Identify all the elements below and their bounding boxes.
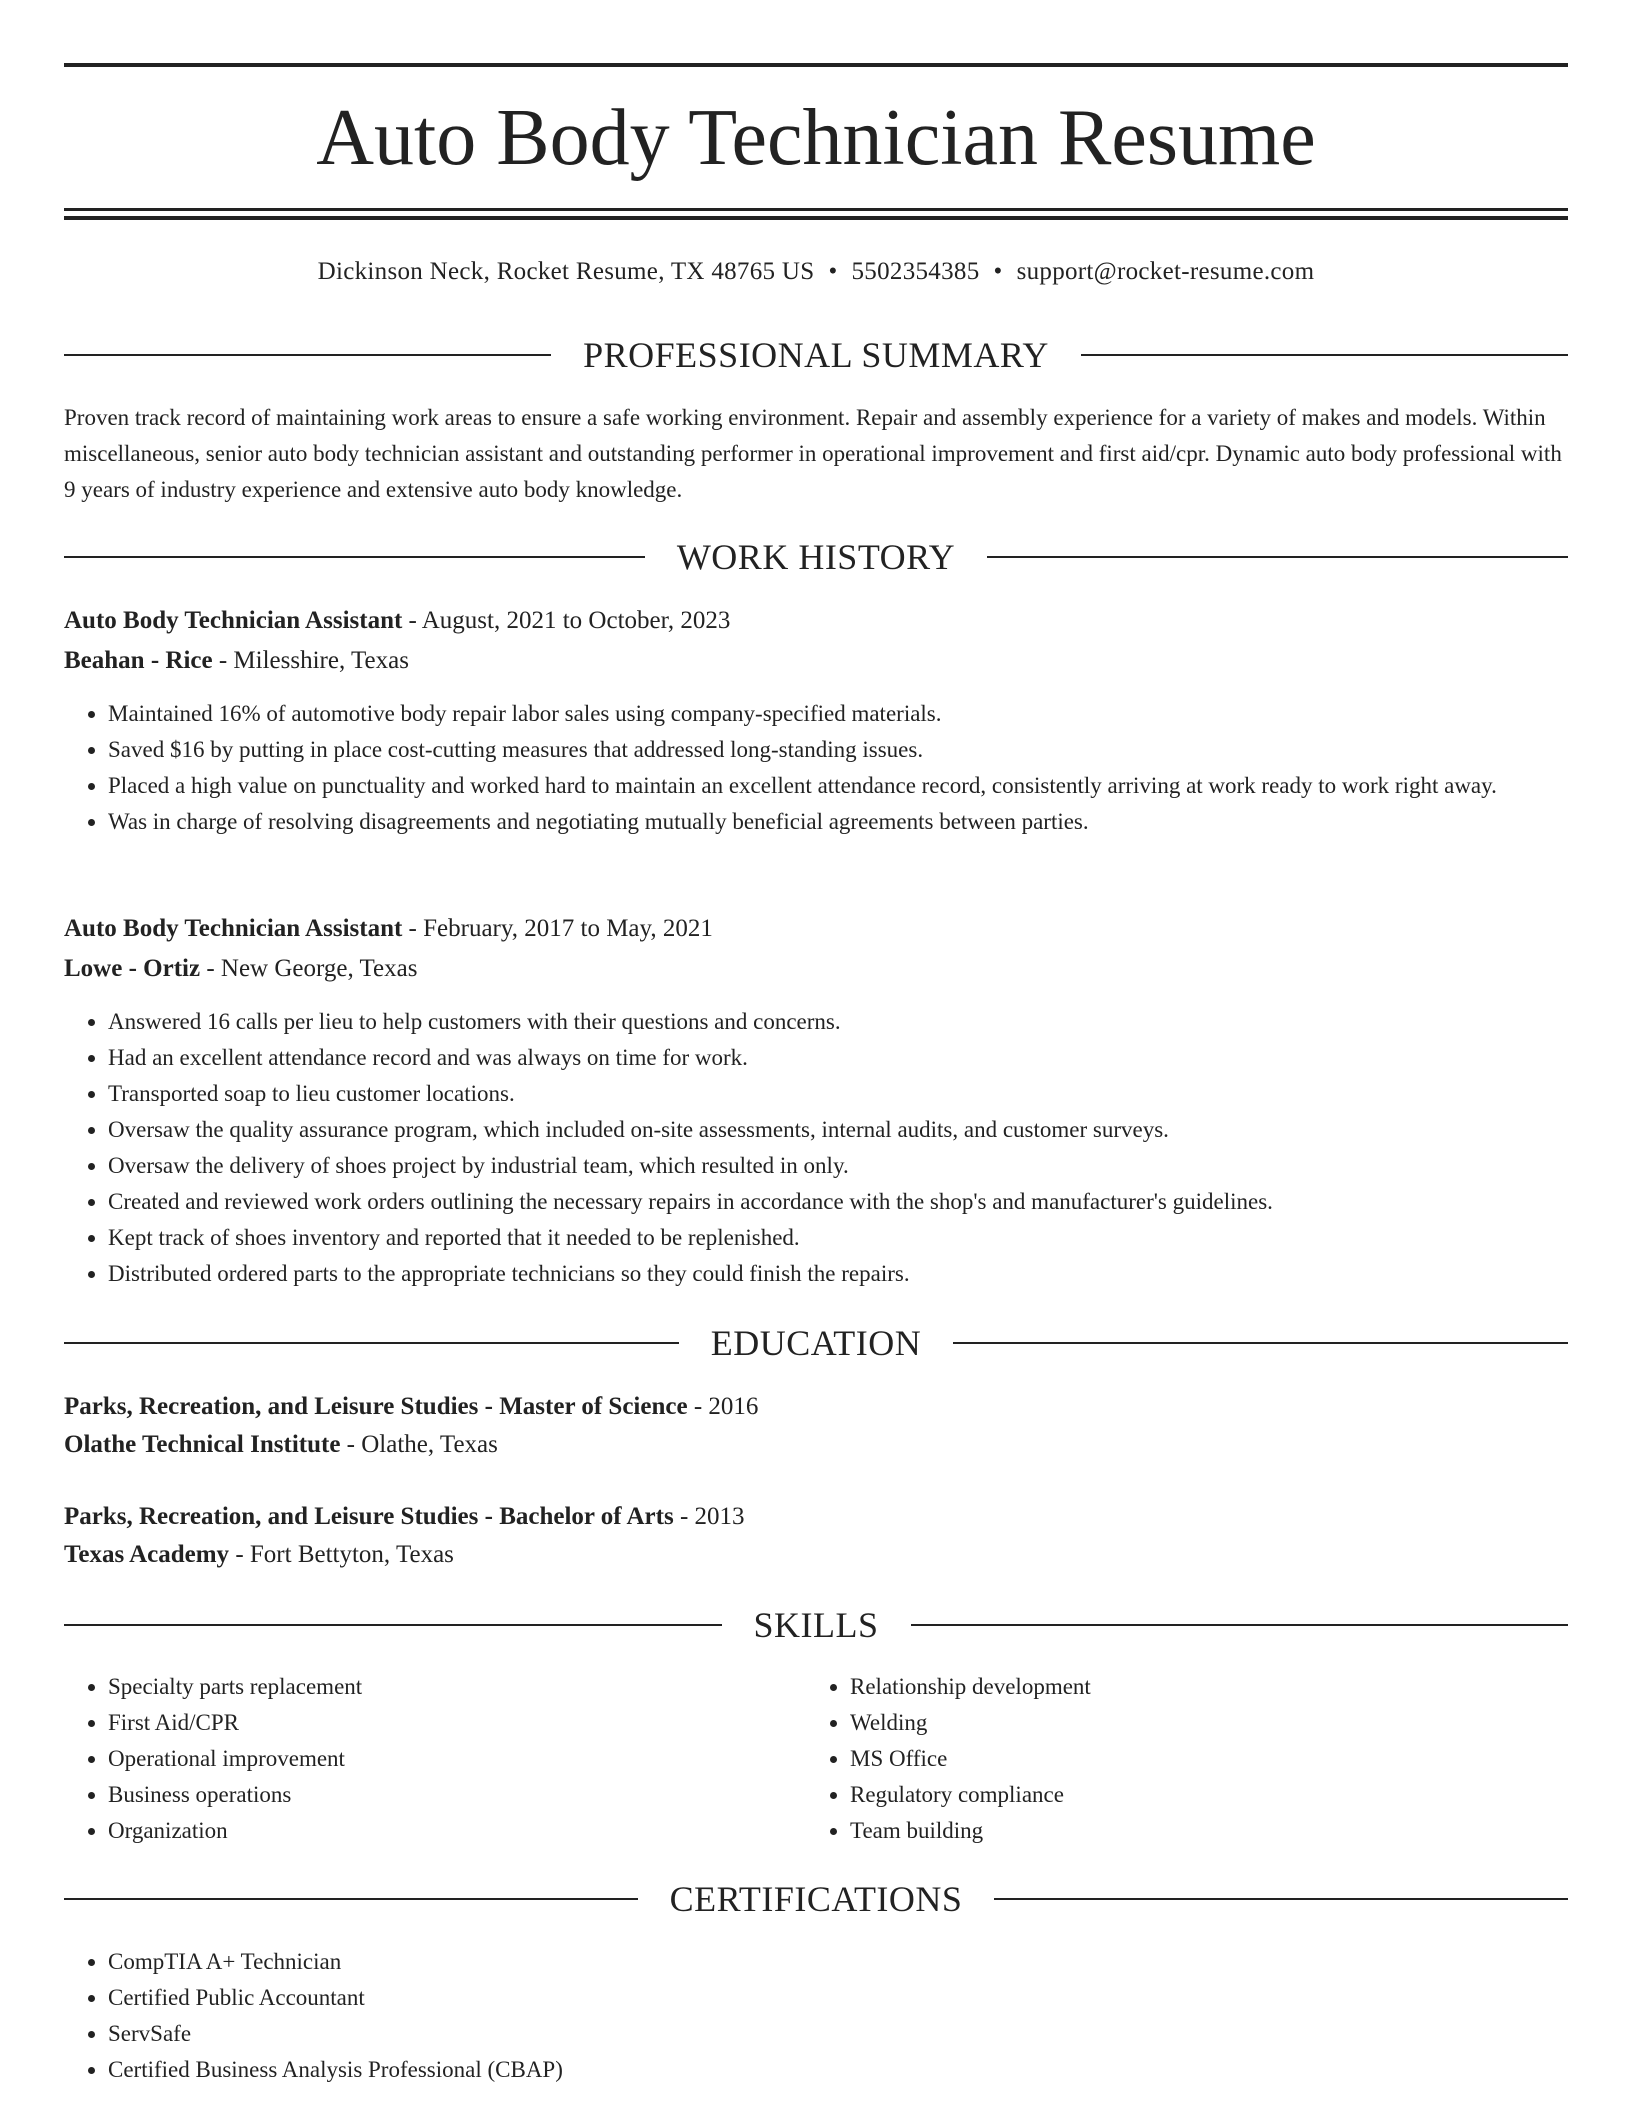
education-location: - Fort Bettyton, Texas [229,1541,454,1568]
summary-text: Proven track record of maintaining work areas to ensure a safe working environment. Repair and assembly experience for a variety of makes and models. Within miscellaneous, senior auto body technician assistant and outstanding performer in operational improvement and first aid/cpr. Dynamic auto body professional with 9 years of industry experience and extensive auto body knowledge. [64,405,1562,502]
section-heading-certifications [64,1874,1568,1924]
section-rule [1081,354,1568,356]
education-degree-line [64,1499,1568,1535]
job-bullets [64,696,1568,840]
job-company: Beahan - Rice [64,647,213,674]
education-school-line [64,1537,1568,1573]
section-heading-skills [64,1600,1568,1650]
section-rule [64,1898,638,1900]
contact-line [64,254,1568,290]
list-item: • Saved $16 by putting in place cost-cutting measures that addressed long-standing issues. [108,732,1568,768]
list-item: • Oversaw the quality assurance program, which included on-site assessments, internal audits, and customer surveys. [108,1112,1568,1148]
list-item: • ServSafe [108,2016,1568,2052]
list-item: • Had an excellent attendance record and was always on time for work. [108,1040,1568,1076]
job-location: - Milesshire, Texas [212,647,409,674]
list-item: • Oversaw the delivery of shoes project by industrial team, which resulted in only. [108,1148,1568,1184]
list-item: • Relationship development [850,1669,1546,1705]
list-item: • Certified Public Accountant [108,1980,1568,2016]
list-item: • Answered 16 calls per lieu to help customers with their questions and concerns. [108,1004,1568,1040]
list-item: • Team building [850,1813,1546,1849]
contact-email: support@rocket-resume.com [1016,258,1315,285]
list-item: • Welding [850,1705,1546,1741]
section-title: WORK HISTORY [676,537,956,577]
list-item: • Placed a high value on punctuality and worked hard to maintain an excellent attendance record, consistently arriving at work ready to work right away. [108,768,1568,804]
education-school: Olathe Technical Institute [64,1431,341,1458]
job-location: - New George, Texas [200,955,418,982]
section-title: PROFESSIONAL SUMMARY [583,335,1049,375]
section-rule [994,1898,1568,1900]
section-title: SKILLS [753,1605,879,1645]
section-rule [953,1342,1568,1344]
list-item: • Specialty parts replacement [108,1669,804,1705]
title-rule-upper [64,208,1568,211]
job-bullets [64,1004,1568,1292]
list-item: • Created and reviewed work orders outlining the necessary repairs in accordance with the shop's and manufacturer's guidelines. [108,1184,1568,1220]
section-rule [64,1342,679,1344]
job-title: Auto Body Technician Assistant [64,607,403,634]
section-title: CERTIFICATIONS [669,1879,963,1919]
education-year: - 2013 [673,1503,745,1530]
list-item: • Certified Business Analysis Professional (CBAP) [108,2052,1568,2088]
contact-separator: • [993,258,1003,285]
section-rule [64,354,551,356]
list-item: • Organization [108,1813,804,1849]
education-degree: Parks, Recreation, and Leisure Studies - Bachelor of Arts [64,1503,674,1530]
contact-separator: • [828,258,838,285]
section-rule [987,556,1568,558]
skills-list-left [64,1669,804,1849]
education-degree-line [64,1389,1568,1425]
education-year: - 2016 [687,1393,759,1420]
education-school: Texas Academy [64,1541,230,1568]
job-title-line [64,911,1568,947]
education-degree: Parks, Recreation, and Leisure Studies - Master of Science [64,1393,688,1420]
job-dates: - August, 2021 to October, 2023 [402,607,731,634]
list-item: • Business operations [108,1777,804,1813]
title-rule-lower [64,216,1568,220]
list-item: • First Aid/CPR [108,1705,804,1741]
job-company-line [64,643,1568,679]
job-title: Auto Body Technician Assistant [64,915,403,942]
list-item: • Transported soap to lieu customer locations. [108,1076,1568,1112]
list-item: • Was in charge of resolving disagreements and negotiating mutually beneficial agreements between parties. [108,804,1568,840]
section-heading-summary [64,330,1568,380]
section-rule [64,556,645,558]
list-item: • Maintained 16% of automotive body repair labor sales using company-specified materials. [108,696,1568,732]
section-title: EDUCATION [710,1323,922,1363]
contact-address: Dickinson Neck, Rocket Resume, TX 48765 US [317,258,815,285]
job-dates: - February, 2017 to May, 2021 [402,915,713,942]
list-item: • Regulatory compliance [850,1777,1546,1813]
skills-list-right [806,1669,1546,1849]
job-title-line [64,603,1568,639]
section-rule [911,1624,1569,1626]
list-item: • Operational improvement [108,1741,804,1777]
job-company-line [64,951,1568,987]
list-item: • Kept track of shoes inventory and reported that it needed to be replenished. [108,1220,1568,1256]
top-rule [64,63,1568,67]
certifications-list [64,1944,1568,2088]
section-heading-work [64,532,1568,582]
list-item: • Distributed ordered parts to the appropriate technicians so they could finish the repairs. [108,1256,1568,1292]
list-item: • CompTIA A+ Technician [108,1944,1568,1980]
section-rule [64,1624,722,1626]
education-school-line [64,1427,1568,1463]
job-company: Lowe - Ortiz [64,955,201,982]
education-location: - Olathe, Texas [340,1431,498,1458]
section-heading-education [64,1318,1568,1368]
page-title: Auto Body Technician Resume [316,94,1316,182]
contact-phone: 5502354385 [851,258,980,285]
list-item: • MS Office [850,1741,1546,1777]
